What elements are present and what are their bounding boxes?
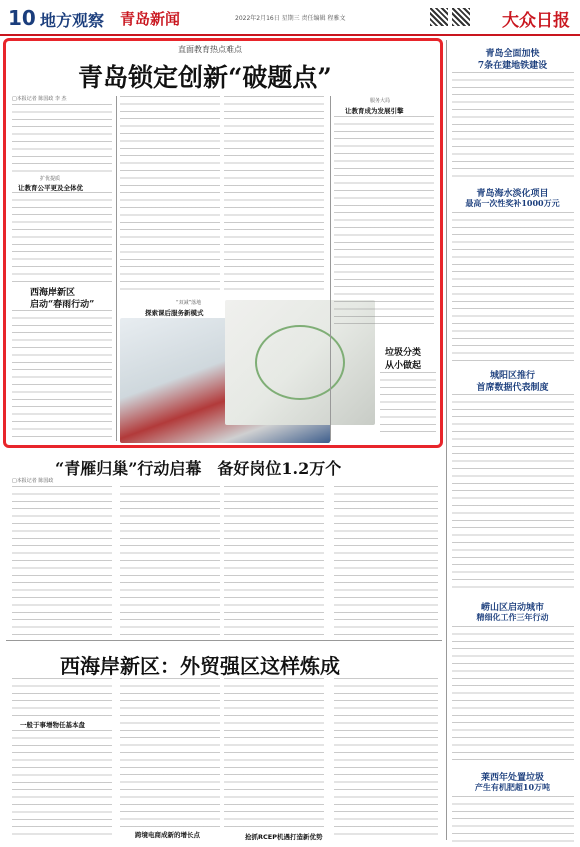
side-subtitle: 启动“春雨行动”	[30, 300, 95, 310]
section-subtitle: 青岛新闻	[120, 10, 181, 28]
lead-sub1-headline: 让教育公平更及全体优	[18, 184, 83, 192]
qr-code-icon	[430, 8, 448, 26]
lead-kicker: 直面教育热点难点	[178, 45, 242, 54]
right-h1: 青岛全面加快	[485, 49, 540, 59]
right-body-3	[452, 394, 574, 594]
third-body-1	[12, 678, 112, 718]
second-body-2	[120, 486, 220, 636]
lead-body-1	[12, 104, 112, 174]
third-body-3	[120, 678, 220, 828]
issue-meta: 2022年2月16日 星期三 责任编辑 程雅文	[235, 15, 346, 22]
lead-body-4	[224, 96, 324, 296]
lead-body-5	[334, 116, 434, 326]
third-body-5	[334, 678, 438, 838]
right-h3b: 首席数据代表制度	[476, 383, 549, 393]
second-body-3	[224, 486, 324, 636]
side-body	[12, 310, 112, 440]
second-body-4	[334, 486, 438, 636]
right-body-5	[452, 796, 574, 842]
page-number: 10	[8, 6, 36, 30]
right-h5: 莱西年处置垃圾	[480, 773, 544, 783]
page-header	[0, 0, 580, 36]
right-h2: 青岛海水淡化项目	[476, 189, 549, 199]
right-body-1	[452, 72, 574, 182]
third-body-4	[224, 678, 324, 828]
right-sub-headline: 让教育成为发展引擎	[345, 107, 404, 115]
right-body-2	[452, 212, 574, 362]
third-body-2	[12, 730, 112, 840]
photo-caption-sub: 从小做起	[385, 361, 422, 371]
third-title: 西海岸新区：外贸强区这样炼成	[60, 654, 340, 678]
paper-logo: 大众日报	[502, 11, 570, 31]
middle-sub: “双减”落地	[176, 300, 202, 306]
side-title: 西海岸新区	[30, 288, 76, 298]
photo-caption-text	[380, 372, 436, 438]
third-sub3: 抢抓RCEP机遇打造新优势	[245, 833, 323, 841]
qr-code-icon	[452, 8, 470, 26]
lead-body-2	[12, 192, 112, 282]
second-body-1	[12, 486, 112, 636]
lead-sub1: 扩优提质	[40, 176, 61, 182]
right-h5b: 产生有机肥超10万吨	[474, 782, 551, 792]
right-body-4	[452, 626, 574, 766]
middle-sub-headline: 探索课后服务新模式	[145, 309, 204, 317]
lead-title: 青岛锁定创新“破题点”	[78, 63, 332, 92]
photo-caption-title: 垃圾分类	[385, 348, 422, 358]
right-sub: 服务大局	[370, 98, 391, 104]
second-byline: □本报记者 陈国政	[12, 478, 54, 484]
right-h4: 崂山区启动城市	[480, 603, 544, 613]
section-name: 地方观察	[40, 11, 105, 30]
right-h4b: 精细化工作三年行动	[476, 612, 549, 622]
right-h3: 城阳区推行	[489, 371, 535, 381]
third-sub1: 一般于事增物任基本盘	[20, 721, 85, 729]
right-h2b: 最高一次性奖补1000万元	[465, 198, 560, 208]
right-h1b: 7条在建地铁建设	[477, 61, 548, 71]
lead-byline: □本报记者 陈国政 李 杰	[12, 96, 67, 102]
second-title: “青雁归巢”行动启幕 备好岗位1.2万个	[55, 459, 342, 478]
lead-body-3	[120, 96, 220, 296]
third-sub2: 跨境电商成新的增长点	[135, 831, 200, 839]
